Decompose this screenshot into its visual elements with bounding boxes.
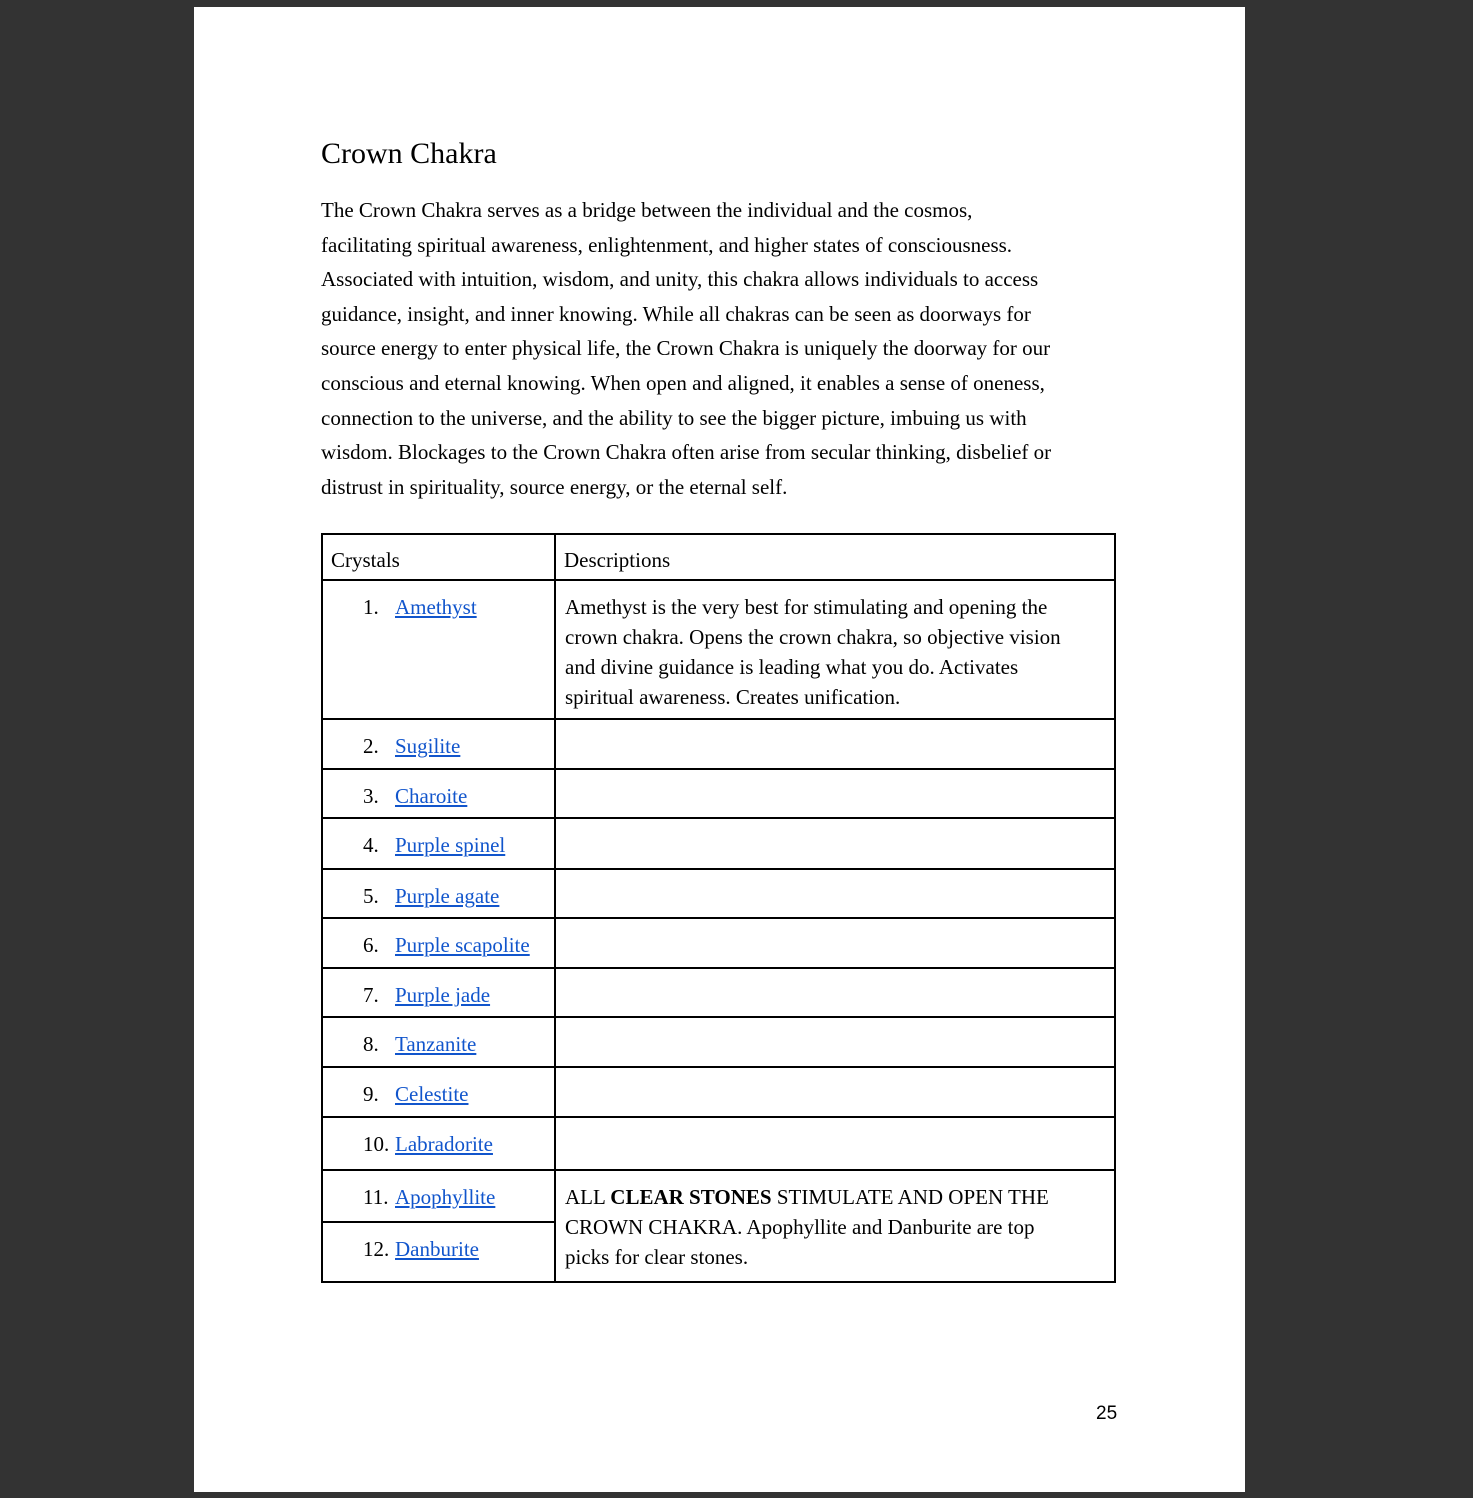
table-row xyxy=(322,1067,1115,1117)
description-line: picks for clear stones. xyxy=(565,1245,749,1269)
item-number: 3. xyxy=(363,784,379,808)
description-line: spiritual awareness. Creates unification. xyxy=(565,685,901,709)
empty-description xyxy=(555,968,1115,1017)
crystal-link-danburite[interactable]: Danburite xyxy=(395,1237,479,1261)
crystal-link-purple-spinel[interactable]: Purple spinel xyxy=(395,833,506,857)
crystal-link-tanzanite[interactable]: Tanzanite xyxy=(395,1032,477,1056)
paragraph-line: wisdom. Blockages to the Crown Chakra often arise from secular thinking, disbelief or xyxy=(321,440,1052,465)
paragraph-line: conscious and eternal knowing. When open and aligned, it enables a sense of oneness, xyxy=(321,370,1045,395)
item-number: 8. xyxy=(363,1032,379,1056)
table-row xyxy=(322,818,1115,869)
paragraph-line: facilitating spiritual awareness, enlightenment, and higher states of consciousness. xyxy=(321,232,1013,257)
table-header-row xyxy=(322,534,1115,580)
description-line: crown chakra. Opens the crown chakra, so objective vision xyxy=(565,625,1061,649)
item-number: 6. xyxy=(363,933,379,957)
paragraph-line: Associated with intuition, wisdom, and unity, this chakra allows individuals to access xyxy=(321,267,1039,292)
table-row xyxy=(322,769,1115,818)
description-line: and divine guidance is leading what you do. Activates xyxy=(565,655,1019,679)
item-number: 11. xyxy=(363,1185,389,1209)
amethyst-description xyxy=(556,581,1114,712)
table-row xyxy=(322,719,1115,769)
document-page xyxy=(194,7,1245,1492)
item-number: 5. xyxy=(363,884,379,908)
crystal-link-sugilite[interactable]: Sugilite xyxy=(395,734,461,758)
item-number: 1. xyxy=(363,595,379,619)
crystal-link-apophyllite[interactable]: Apophyllite xyxy=(395,1185,496,1209)
empty-description xyxy=(555,1117,1115,1170)
table-row xyxy=(322,918,1115,968)
empty-description xyxy=(555,1017,1115,1067)
page-title: Crown Chakra xyxy=(321,137,497,170)
item-number: 4. xyxy=(363,833,379,857)
paragraph-line: The Crown Chakra serves as a bridge between the individual and the cosmos, xyxy=(321,198,973,222)
empty-description xyxy=(555,869,1115,918)
empty-description xyxy=(555,719,1115,769)
table-row xyxy=(322,1170,1115,1222)
table-row xyxy=(322,580,1115,719)
crystal-link-purple-scapolite[interactable]: Purple scapolite xyxy=(395,933,530,957)
crystal-link-labradorite[interactable]: Labradorite xyxy=(395,1132,493,1156)
description-text: STIMULATE AND OPEN THE xyxy=(771,1185,1049,1209)
empty-description xyxy=(555,1067,1115,1117)
item-number: 9. xyxy=(363,1082,379,1106)
intro-paragraph xyxy=(321,193,1051,504)
empty-description xyxy=(555,769,1115,818)
crystal-link-purple-jade[interactable]: Purple jade xyxy=(395,983,491,1007)
description-bold-text: CLEAR STONES xyxy=(610,1185,772,1209)
paragraph-line: connection to the universe, and the ability to see the bigger picture, imbuing us with xyxy=(321,405,1027,430)
empty-description xyxy=(555,918,1115,968)
paragraph-line: source energy to enter physical life, the Crown Chakra is uniquely the doorway for our xyxy=(321,336,1051,361)
header-descriptions: Descriptions xyxy=(555,534,1115,580)
item-number: 7. xyxy=(363,983,379,1007)
crystal-link-purple-agate[interactable]: Purple agate xyxy=(395,884,500,908)
clear-stones-description xyxy=(556,1171,1114,1272)
paragraph-line: guidance, insight, and inner knowing. While all chakras can be seen as doorways for xyxy=(321,301,1031,326)
table-row xyxy=(322,968,1115,1017)
page-number: 25 xyxy=(1096,1403,1118,1424)
empty-description xyxy=(555,818,1115,869)
crystal-link-amethyst[interactable]: Amethyst xyxy=(395,595,477,619)
table-row xyxy=(322,1017,1115,1067)
description-text: ALL xyxy=(565,1185,611,1209)
crystal-link-celestite[interactable]: Celestite xyxy=(395,1082,469,1106)
description-line: CROWN CHAKRA. Apophyllite and Danburite are top xyxy=(565,1215,1035,1239)
paragraph-line: distrust in spirituality, source energy, or the eternal self. xyxy=(321,474,788,499)
item-number: 2. xyxy=(363,734,379,758)
crystals-table xyxy=(321,533,1116,1283)
table-row xyxy=(322,869,1115,918)
table-row xyxy=(322,1117,1115,1170)
item-number: 12. xyxy=(363,1237,390,1261)
crystal-link-charoite[interactable]: Charoite xyxy=(395,784,468,808)
description-line: Amethyst is the very best for stimulating and opening the xyxy=(565,595,1048,619)
item-number: 10. xyxy=(363,1132,390,1156)
header-crystals: Crystals xyxy=(322,534,555,580)
